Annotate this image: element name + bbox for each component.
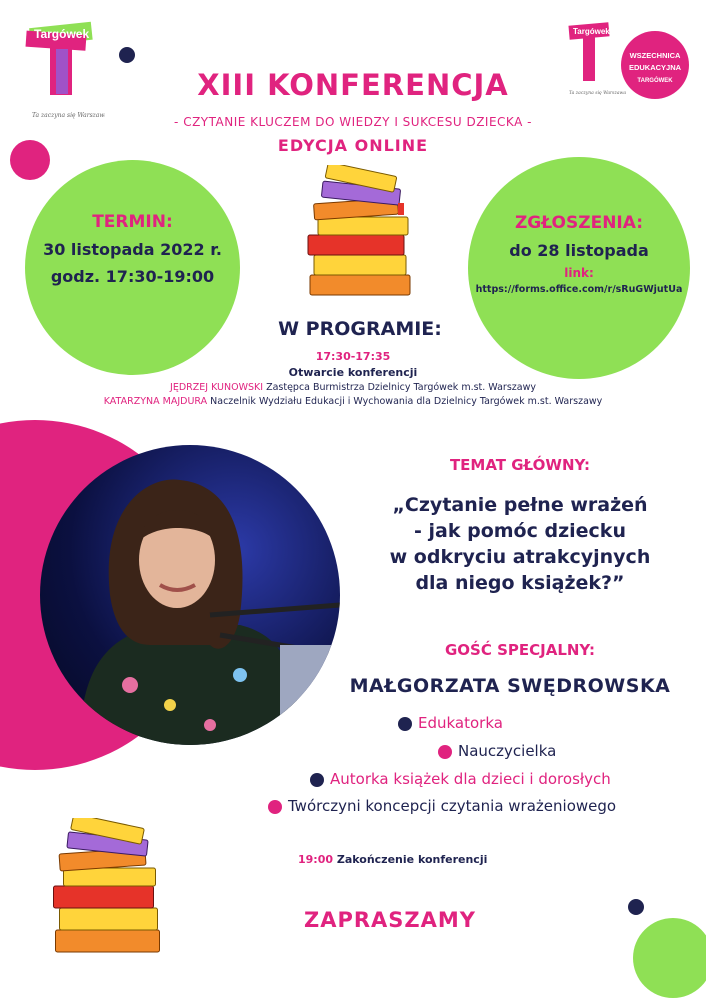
guest-role-3 <box>310 770 611 788</box>
decor-navy-dot-bottom <box>628 899 644 915</box>
speaker-2-name: KATARZYNA MAJDURA <box>103 396 208 407</box>
opening-time: 17:30-17:35 <box>315 350 391 363</box>
bullet-navy-icon <box>398 717 412 731</box>
termin-date: 30 listopada 2022 r. <box>43 240 222 259</box>
zgloszenia-block <box>468 213 690 295</box>
page-subtitle: - CZYTANIE KLUCZEM DO WIEDZY I SUKCESU DZIECKA - <box>174 115 532 129</box>
topic-line-4: dla niego książek?” <box>415 572 625 594</box>
bullet-navy-icon <box>310 773 324 787</box>
topic-line-3: w odkryciu atrakcyjnych <box>389 546 651 568</box>
program-opening <box>0 350 706 407</box>
speaker-2-role: Naczelnik Wydziału Edukacji i Wychowania dla Dzielnicy Targówek m.st. Warszawy <box>210 396 603 407</box>
guest-role-1 <box>398 714 503 732</box>
termin-time: godz. 17:30-19:00 <box>50 267 215 286</box>
guest-role-2-text: Nauczycielka <box>458 742 557 760</box>
logo-right-tagline: Ta zaczyna się Warszawa <box>569 91 627 96</box>
speaker-2 <box>0 396 706 407</box>
edition-label: EDYCJA ONLINE <box>277 136 429 155</box>
guest-name: MAŁGORZATA SWĘDROWSKA <box>349 675 671 697</box>
decor-green-circle-bottom <box>633 918 706 998</box>
invite-text: ZAPRASZAMY <box>303 908 476 932</box>
logo-left-tagline: Ta zaczyna się Warszawa <box>32 112 105 119</box>
speaker-photo <box>40 445 340 745</box>
bullet-pink-icon <box>268 800 282 814</box>
termin-label: TERMIN: <box>92 212 173 232</box>
topic-line-1: „Czytanie pełne wrażeń <box>392 494 648 516</box>
zgloszenia-link-url[interactable]: https://forms.office.com/r/sRuGWjutUa <box>475 284 683 295</box>
guest-role-4-text: Twórczyni koncepcji czytania wrażeniowego <box>288 797 617 815</box>
logo-right-org-line1: WSZECHNICA <box>629 51 681 60</box>
closing-line <box>298 853 487 866</box>
program-heading: W PROGRAMIE: <box>278 318 442 340</box>
speaker-1 <box>0 382 706 393</box>
zgloszenia-label: ZGŁOSZENIA: <box>514 213 644 233</box>
logo-left-name: Targówek <box>34 27 90 41</box>
logo-right-org-line2: EDUKACYJNA <box>628 63 682 72</box>
decor-navy-dot-top <box>119 47 135 63</box>
books-stack-icon <box>300 165 420 305</box>
guest-label: GOŚĆ SPECJALNY: <box>444 641 595 659</box>
logo-right-org-line3: TARGÓWEK <box>637 78 673 84</box>
topic-text <box>340 492 700 596</box>
guest-role-2 <box>438 742 556 760</box>
topic-line-2: - jak pomóc dziecku <box>414 520 626 542</box>
closing-time: 19:00 <box>298 853 334 866</box>
page-title: XIII KONFERENCJA <box>197 68 509 102</box>
speaker-1-role: Zastępca Burmistrza Dzielnicy Targówek m.st. Warszawy <box>266 382 536 393</box>
zgloszenia-deadline: do 28 listopada <box>509 241 649 260</box>
logo-right-name: Targówek <box>573 27 610 36</box>
topic-label: TEMAT GŁÓWNY: <box>449 456 591 474</box>
bullet-pink-icon <box>438 745 452 759</box>
guest-role-1-text: Edukatorka <box>418 714 503 732</box>
closing-text: Zakończenie konferencji <box>336 853 488 866</box>
opening-title: Otwarcie konferencji <box>288 366 418 379</box>
guest-role-4 <box>268 797 616 815</box>
guest-role-3-text: Autorka książek dla dzieci i dorosłych <box>330 770 611 788</box>
books-stack-bottom-icon <box>45 818 170 958</box>
termin-block <box>25 212 240 286</box>
speaker-1-name: JĘDRZEJ KUNOWSKI <box>170 382 264 393</box>
zgloszenia-link-label: link: <box>564 266 594 280</box>
